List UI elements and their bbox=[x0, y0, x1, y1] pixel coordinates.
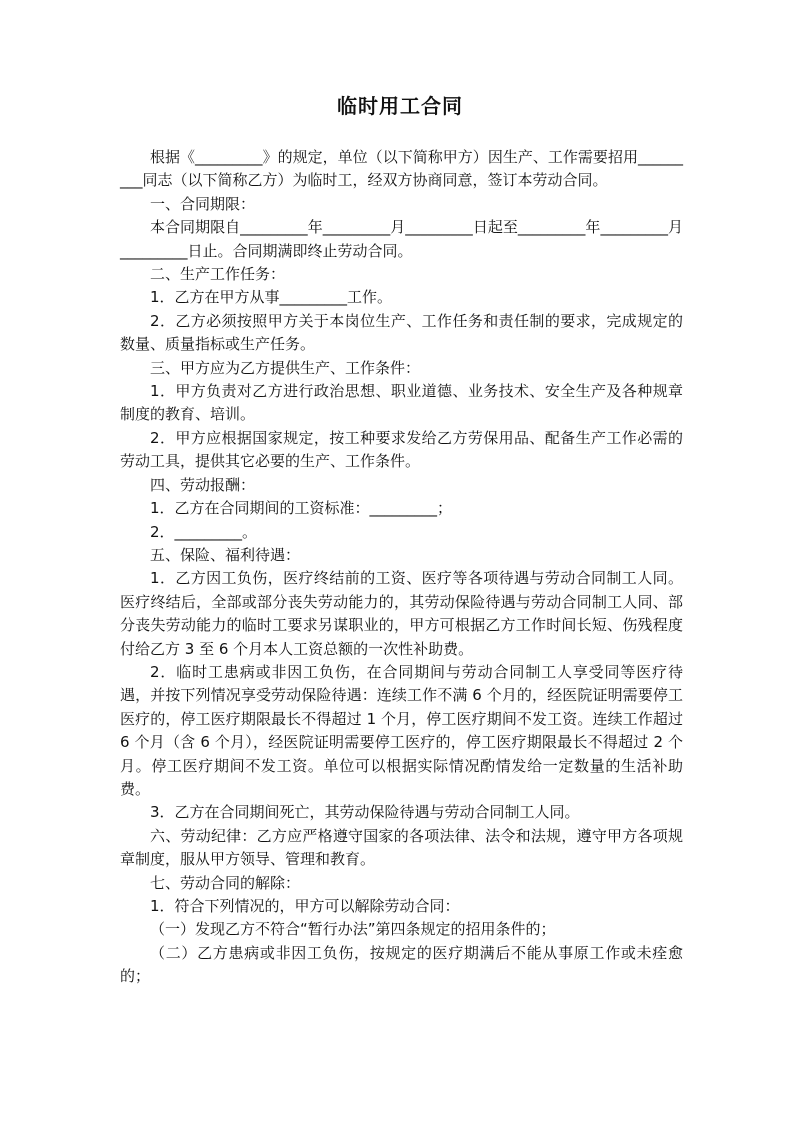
paragraph-work-condition-1: 1．甲方负责对乙方进行政治思想、职业道德、业务技术、安全生产及各种规章制度的教育、培训。 bbox=[120, 382, 683, 424]
paragraph-insurance-2: 2．临时工患病或非因工负伤，在合同期间与劳动合同制工人享受同等医疗待遇，并按下列情况享受劳动保险待遇：连续工作不满 6 个月的，经医院证明需要停工医疗的，停工医疗期限最长不得超过 1 个月，停工医疗期间不发工资。连续工作超过 6 个月（含 6 个月），经医院证明需要停工医疗的，停工医疗期限最长不得超过 2 个月。停工医疗期间不发工资。单位可以根据实际情况酌情发给一定数量的生活补助费。 bbox=[120, 662, 683, 798]
heading-work-tasks: 二、生产工作任务： bbox=[150, 265, 286, 284]
paragraph-preamble: 根据《_________》的规定，单位（以下简称甲方）因生产、工作需要招用_________同志（以下简称乙方）为临时工，经双方协商同意，签订本劳动合同。 bbox=[120, 148, 683, 190]
paragraph-work-condition-2: 2．甲方应根据国家规定，按工种要求发给乙方劳保用品、配备生产工作必需的劳动工具，提供其它必要的生产、工作条件。 bbox=[120, 428, 683, 471]
document-title: 临时用工合同 bbox=[337, 94, 463, 118]
paragraph-remuneration-1: 1．乙方在合同期间的工资标准：_________； bbox=[150, 499, 453, 518]
paragraph-insurance-3: 3．乙方在合同期间死亡，其劳动保险待遇与劳动合同制工人同。 bbox=[150, 803, 580, 822]
paragraph-labor-discipline: 六、劳动纪律：乙方应严格遵守国家的各项法律、法令和法规，遵守甲方各项规章制度，服从甲方领导、管理和教育。 bbox=[120, 826, 683, 869]
heading-contract-term: 一、合同期限： bbox=[150, 194, 256, 213]
paragraph-termination-1: 1．符合下列情况的，甲方可以解除劳动合同： bbox=[150, 897, 460, 915]
paragraph-work-task-2: 2．乙方必须按照甲方关于本岗位生产、工作任务和责任制的要求，完成规定的数量、质量指标或生产任务。 bbox=[120, 311, 683, 354]
heading-insurance-benefits: 五、保险、福利待遇： bbox=[150, 545, 301, 564]
paragraph-work-task-1: 1．乙方在甲方从事_________工作。 bbox=[150, 288, 393, 307]
document-body bbox=[120, 146, 683, 989]
heading-remuneration: 四、劳动报酬： bbox=[150, 475, 256, 494]
heading-work-conditions: 三、甲方应为乙方提供生产、工作条件： bbox=[150, 358, 421, 377]
paragraph-remuneration-2: 2．_________。 bbox=[150, 522, 258, 541]
paragraph-termination-item-1: （一）发现乙方不符合“暂行办法”第四条规定的招用条件的； bbox=[150, 920, 556, 939]
paragraph-contract-term: 本合同期限自_________年_________月_________日起至_________年_________月_________日止。合同期满即终止劳动合同。 bbox=[120, 218, 683, 260]
heading-contract-termination: 七、劳动合同的解除： bbox=[150, 873, 301, 892]
paragraph-termination-item-2: （二）乙方患病或非因工负伤，按规定的医疗期满后不能从事原工作或未痊愈的； bbox=[120, 943, 683, 986]
paragraph-insurance-1: 1．乙方因工负伤，医疗终结前的工资、医疗等各项待遇与劳动合同制工人同。医疗终结后，全部或部分丧失劳动能力的，其劳动保险待遇与劳动合同制工人同、部分丧失劳动能力的临时工要求另谋职业的，甲方可根据乙方工作时间长短、伤残程度付给乙方 3 至 6 个月本人工资总额的一次性补助费。 bbox=[120, 569, 683, 658]
